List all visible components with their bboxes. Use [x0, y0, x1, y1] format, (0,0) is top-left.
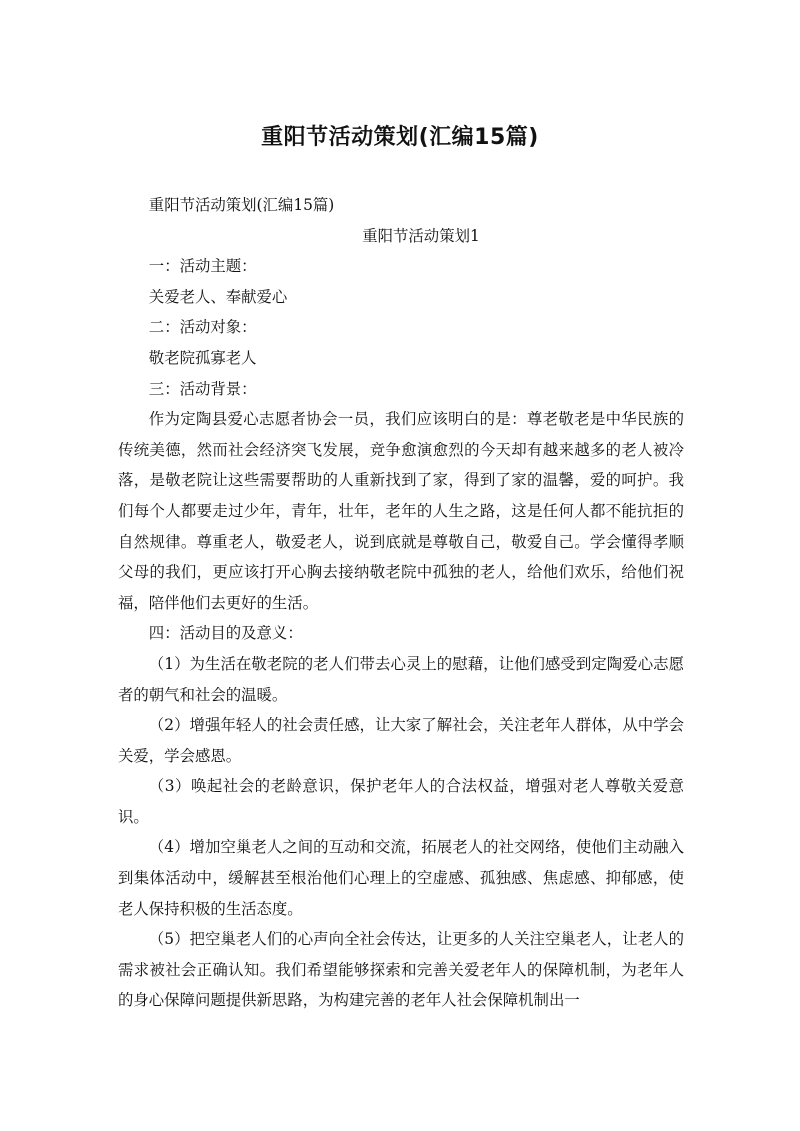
paragraph-target-heading: 二：活动对象： — [148, 318, 257, 337]
paragraph-theme: 关爱老人、奉献爱心 — [148, 287, 288, 306]
paragraph-target: 敬老院孤寡老人 — [148, 348, 257, 367]
document-body — [118, 190, 684, 1016]
paragraph-theme-heading: 一：活动主题： — [148, 257, 257, 276]
paragraph-purpose-1: （1）为生活在敬老院的老人们带去心灵上的慰藉，让他们感受到定陶爱心志愿者的朝气和社会的温暖。 — [118, 654, 684, 704]
paragraph-section-heading: 重阳节活动策划1 — [362, 226, 480, 245]
paragraph-purpose-3: （3）唤起社会的老龄意识，保护老年人的合法权益，增强对老人尊敬关爱意识。 — [118, 777, 684, 826]
paragraph-purpose-heading: 四：活动目的及意义： — [148, 624, 303, 643]
document-title: 重阳节活动策划(汇编15篇) — [261, 125, 539, 150]
paragraph-background: 作为定陶县爱心志愿者协会一员，我们应该明白的是：尊老敬老是中华民族的传统美德，然而社会经济突飞发展，竞争愈演愈烈的今天却有越来越多的老人被冷落，是敬老院让这些需要帮助的人重新找到了家，得到了家的温馨，爱的呵护。我们每个人都要走过少年，青年，壮年，老年的人生之路，这是任何人都不能抗拒的自然规律。尊重老人，敬爱老人，说到底就是尊敬自己，敬爱自己。学会懂得孝顺父母的我们，更应该打开心胸去接纳敬老院中孤独的老人，给他们欢乐，给他们祝福，陪伴他们去更好的生活。 — [118, 410, 684, 612]
paragraph-background-heading: 三：活动背景： — [148, 379, 257, 398]
paragraph-purpose-2: （2）增强年轻人的社会责任感，让大家了解社会，关注老年人群体，从中学会关爱，学会感恩。 — [118, 716, 684, 765]
paragraph-purpose-5: （5）把空巢老人们的心声向全社会传达，让更多的人关注空巢老人，让老人的需求被社会正确认知。我们希望能够探索和完善关爱老年人的保障机制，为老年人的身心保障问题提供新思路，为构建完善的老年人社会保障机制出一 — [118, 930, 684, 1010]
paragraph-purpose-4: （4）增加空巢老人之间的互动和交流，拓展老人的社交网络，使他们主动融入到集体活动中，缓解甚至根治他们心理上的空虚感、孤独感、焦虑感、抑郁感，使老人保持积极的生活态度。 — [118, 838, 684, 918]
paragraph-doc-subtitle: 重阳节活动策划(汇编15篇) — [148, 196, 335, 214]
